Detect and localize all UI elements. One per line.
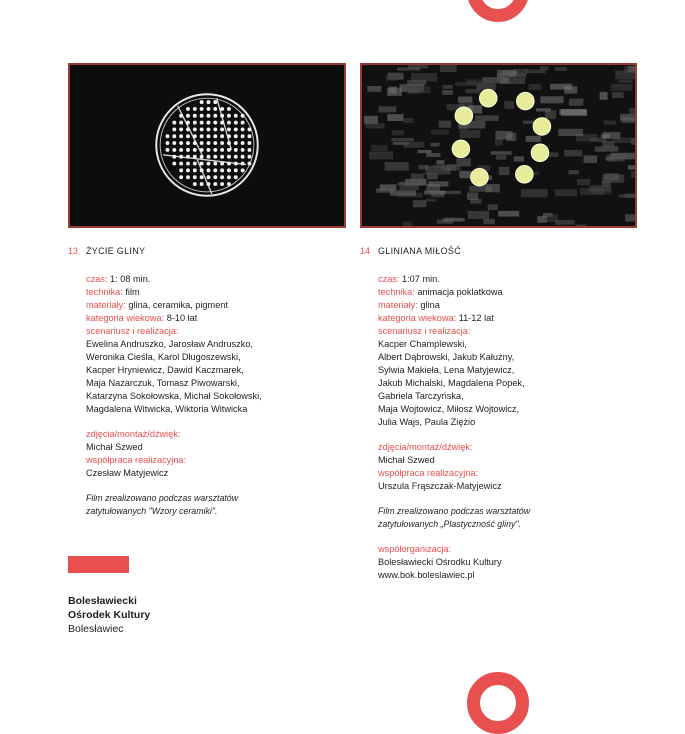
clay-ball (479, 89, 497, 107)
plate-dot (220, 134, 224, 138)
plate-dot (220, 175, 224, 179)
plate-dot (200, 182, 204, 186)
clay-ball (533, 118, 551, 136)
wspolpraca-label: współpraca realizacyjna: (378, 468, 479, 478)
texture-mark (469, 186, 492, 192)
credits-line: Maja Nazarczuk, Tomasz Piwowarski, (86, 378, 240, 388)
texture-mark (460, 130, 481, 138)
technika-value: film (125, 287, 140, 297)
technika-value: animacja poklatkowa (417, 287, 503, 297)
credits-line: Jakub Michalski, Magdalena Popek, (378, 378, 525, 388)
texture-mark (430, 143, 439, 147)
texture-mark (495, 139, 503, 146)
texture-mark (514, 156, 524, 161)
texture-mark (595, 146, 618, 151)
plate-dot (200, 100, 204, 104)
materialy-value: glina, ceramika, pigment (128, 300, 228, 310)
texture-mark (468, 211, 489, 219)
texture-mark (611, 84, 633, 91)
plate-dot (234, 148, 238, 152)
plate-dot (220, 127, 224, 131)
scenariusz-label: scenariusz i realizacja: (378, 326, 471, 336)
plate-dot (186, 134, 190, 138)
plate-dot (234, 162, 238, 166)
texture-mark (404, 142, 425, 148)
texture-mark (391, 138, 414, 141)
film-title: ŻYCIE GLINY (86, 246, 146, 256)
plate-dot (193, 182, 197, 186)
texture-mark (392, 130, 404, 135)
texture-mark (367, 86, 381, 92)
texture-mark (389, 87, 397, 94)
plate-dot (166, 141, 170, 145)
plate-dot (241, 168, 245, 172)
texture-mark (437, 160, 445, 164)
texture-mark (397, 67, 420, 70)
texture-mark (496, 155, 506, 159)
plate-dot (193, 148, 197, 152)
plate-dot (227, 155, 231, 159)
plate-dot (241, 141, 245, 145)
texture-mark (442, 165, 460, 171)
plate-dot (220, 162, 224, 166)
plate-dot (247, 148, 251, 152)
film-14-still-image (360, 63, 637, 228)
plate-dot (179, 168, 183, 172)
clay-ball (452, 140, 470, 158)
texture-mark (425, 199, 436, 202)
plate-dot (179, 175, 183, 179)
texture-mark (603, 120, 616, 124)
plate-dot (241, 148, 245, 152)
plate-dot (207, 121, 211, 125)
plate-dot (193, 168, 197, 172)
decorative-ring-bottom (467, 672, 529, 734)
plate-dot (193, 155, 197, 159)
plate-dot (234, 121, 238, 125)
texture-mark (442, 90, 453, 95)
texture-mark (564, 150, 582, 156)
texture-mark (390, 190, 416, 195)
texture-mark (631, 171, 635, 178)
plate-dot (213, 141, 217, 145)
texture-mark (624, 194, 635, 198)
plate-dot (227, 182, 231, 186)
plate-dot (186, 127, 190, 131)
plate-dot (207, 155, 211, 159)
plate-dot (200, 168, 204, 172)
plate-dot (234, 127, 238, 131)
plate-dot (207, 148, 211, 152)
org-city: Bolesławiec (68, 623, 124, 635)
plate-dot (227, 114, 231, 118)
texture-mark (577, 179, 590, 185)
texture-mark (601, 134, 610, 138)
film-title: GLINIANA MIŁOŚĆ (378, 246, 462, 256)
credits-line: Maja Wojtowicz, Miłosz Wojtowicz, (378, 404, 520, 414)
plate-dot (172, 162, 176, 166)
plate-dot (241, 155, 245, 159)
texture-mark (612, 92, 623, 98)
texture-mark (624, 66, 635, 72)
plate-dot (227, 141, 231, 145)
clay-heart-illustration (362, 65, 635, 226)
plate-dot (179, 155, 183, 159)
kategoria-value: 8-10 lat (166, 313, 198, 323)
plate-dot (213, 127, 217, 131)
texture-mark (439, 121, 451, 128)
texture-mark (387, 114, 403, 121)
texture-mark (482, 77, 509, 83)
note-line: zatytułowanych „Plastyczność gliny". (378, 519, 521, 529)
plate-dot (220, 141, 224, 145)
texture-mark (546, 215, 557, 222)
note-line: zatytułowanych "Wzory ceramiki". (86, 506, 218, 516)
texture-mark (483, 219, 494, 224)
kategoria-label: kategoria wiekowa: (378, 313, 457, 323)
texture-mark (569, 99, 584, 106)
plate-dot (200, 127, 204, 131)
plate-dot (241, 114, 245, 118)
decorative-ring-top (467, 0, 529, 22)
texture-mark (488, 204, 498, 210)
plate-dot (179, 127, 183, 131)
plate-dot (193, 162, 197, 166)
plate-dot (200, 134, 204, 138)
credits-line: Magdalena Witwicka, Wiktoria Witwicka (86, 404, 248, 414)
kategoria-label: kategoria wiekowa: (86, 313, 165, 323)
texture-mark (424, 191, 445, 195)
texture-mark (537, 216, 547, 223)
plate-dot (186, 121, 190, 125)
wspolpraca-label: współpraca realizacyjna: (86, 455, 187, 465)
organization-block (68, 594, 150, 636)
texture-mark (607, 154, 625, 161)
texture-mark (584, 155, 598, 163)
texture-mark (540, 96, 563, 103)
zdjecia-value: Michał Szwed (86, 442, 143, 452)
plate-dot (241, 121, 245, 125)
texture-mark (498, 211, 519, 217)
texture-mark (555, 220, 575, 225)
texture-mark (555, 67, 568, 71)
plate-dot (193, 107, 197, 111)
clay-ball (516, 166, 534, 184)
plate-dot (227, 121, 231, 125)
plate-dot (179, 141, 183, 145)
texture-mark (602, 174, 624, 182)
texture-mark (618, 79, 633, 82)
plate-dot (234, 175, 238, 179)
org-name-line1: Bolesławiecki (68, 595, 137, 607)
texture-mark (526, 136, 541, 142)
plate-dot (207, 107, 211, 111)
plate-dot (220, 107, 224, 111)
plate-dot (172, 134, 176, 138)
plate-dot (193, 121, 197, 125)
plate-dot (172, 148, 176, 152)
plate-dot (200, 107, 204, 111)
plate-dot (207, 100, 211, 104)
plate-dot (213, 162, 217, 166)
texture-mark (526, 69, 546, 73)
plate-dot (220, 121, 224, 125)
plate-dot (186, 175, 190, 179)
plate-dot (213, 121, 217, 125)
film-number: 13 (68, 246, 79, 256)
texture-mark (385, 162, 409, 171)
plate-dot (193, 114, 197, 118)
plate-dot (200, 175, 204, 179)
texture-mark (431, 130, 449, 135)
czas-label: czas: (86, 274, 108, 284)
kategoria-value: 11-12 lat (458, 313, 494, 323)
texture-mark (458, 97, 472, 103)
plate-dot (200, 148, 204, 152)
plate-dot (207, 162, 211, 166)
plate-dot (186, 148, 190, 152)
credits-line: Kacper Champlewski, (378, 339, 467, 349)
texture-mark (426, 153, 440, 157)
czas-label: czas: (378, 274, 400, 284)
note-line: Film zrealizowano podczas warsztatów (378, 506, 531, 516)
credits-line: Kacper Hryniewicz, Dawid Kaczmarek, (86, 365, 244, 375)
plate-dot (227, 175, 231, 179)
plate-dot (207, 175, 211, 179)
plate-dot (213, 182, 217, 186)
film-14-info (360, 245, 640, 582)
texture-mark (403, 118, 413, 123)
accent-bar (68, 556, 129, 573)
texture-mark (428, 181, 448, 186)
wspolorganizacja-label: współorganizacja: (378, 544, 452, 554)
plate-dot (247, 127, 251, 131)
plate-dot (166, 148, 170, 152)
texture-mark (437, 220, 453, 224)
plate-dot (247, 155, 251, 159)
plate-dot (186, 168, 190, 172)
texture-mark (376, 188, 393, 192)
plate-dot (234, 168, 238, 172)
credits-line: Weronika Cieśla, Karol Długoszewski, (86, 352, 241, 362)
texture-mark (568, 170, 578, 174)
clay-ball (531, 144, 549, 162)
plate-dot (186, 162, 190, 166)
org-name-line2: Ośrodek Kultury (68, 609, 151, 621)
texture-mark (371, 145, 387, 151)
plate-dot (241, 134, 245, 138)
wspolpraca-value: Czesław Matyjewicz (86, 468, 169, 478)
plate-dot (227, 127, 231, 131)
texture-mark (580, 188, 603, 195)
plate-dot (186, 107, 190, 111)
plate-dot (207, 141, 211, 145)
plate-dot (213, 155, 217, 159)
plate-dot (234, 134, 238, 138)
plate-dot (227, 148, 231, 152)
plate-dot (241, 127, 245, 131)
plate-dot (207, 168, 211, 172)
wspolpraca-value: Urszula Frąszczak-Matyjewicz (378, 481, 502, 491)
plate-dot (234, 114, 238, 118)
plate-dot (179, 121, 183, 125)
plate-dot (193, 134, 197, 138)
plate-dot (213, 114, 217, 118)
film-number: 14 (360, 246, 371, 256)
texture-mark (417, 150, 431, 153)
clay-ball (471, 168, 489, 186)
plate-dot (213, 168, 217, 172)
plate-dot (213, 148, 217, 152)
texture-mark (628, 165, 635, 169)
texture-mark (576, 225, 586, 226)
texture-mark (495, 131, 512, 139)
technika-label: technika: (378, 287, 415, 297)
texture-mark (629, 108, 635, 116)
wspolorganizacja-url[interactable]: www.bok.boleslawiec.pl (378, 570, 475, 580)
credits-line: Katarzyna Sokołowska, Michał Sokołowski, (86, 391, 262, 401)
plate-dot (207, 134, 211, 138)
texture-mark (536, 108, 551, 111)
texture-mark (558, 129, 583, 136)
plate-dot (220, 148, 224, 152)
clay-ball (455, 107, 473, 125)
film-13-header (68, 245, 348, 259)
plate-dot (213, 100, 217, 104)
plate-dot (193, 127, 197, 131)
plate-dot (247, 134, 251, 138)
note-line: Film zrealizowano podczas warsztatów (86, 493, 239, 503)
plate-dot (200, 114, 204, 118)
plate-dot (220, 155, 224, 159)
plate-dot (193, 175, 197, 179)
film-14-header (360, 245, 640, 259)
texture-mark (600, 92, 608, 100)
plate-dot (247, 162, 251, 166)
texture-mark (521, 189, 548, 197)
texture-mark (467, 192, 478, 200)
texture-mark (386, 76, 397, 81)
plate-dot (172, 121, 176, 125)
texture-mark (433, 165, 444, 168)
plate-dot (227, 107, 231, 111)
texture-mark (407, 87, 431, 94)
plate-dot (179, 114, 183, 118)
texture-mark (625, 214, 635, 221)
plate-dot (200, 141, 204, 145)
materialy-label: materiały: (378, 300, 418, 310)
plate-dot (241, 162, 245, 166)
texture-mark (411, 174, 425, 182)
texture-mark (550, 84, 572, 90)
clay-plate-illustration (70, 65, 344, 226)
credits-line: Ewelina Andruszko, Jarosław Andruszko, (86, 339, 253, 349)
technika-label: technika: (86, 287, 123, 297)
plate-dot (172, 141, 176, 145)
texture-mark (497, 70, 516, 77)
texture-mark (365, 123, 384, 129)
plate-dot (227, 162, 231, 166)
zdjecia-value: Michał Szwed (378, 455, 435, 465)
texture-mark (443, 85, 453, 89)
plate-dot (200, 162, 204, 166)
plate-dot (166, 134, 170, 138)
texture-mark (455, 82, 476, 86)
film-13-still-image (68, 63, 346, 228)
texture-mark (403, 222, 412, 226)
plate-dot (200, 121, 204, 125)
plate-dot (213, 175, 217, 179)
texture-mark (413, 200, 427, 207)
plate-dot (220, 168, 224, 172)
plate-dot (234, 141, 238, 145)
plate-dot (220, 182, 224, 186)
czas-value: 1:07 min. (402, 274, 440, 284)
plate-dot (207, 182, 211, 186)
credits-line: Albert Dąbrowski, Jakub Kałużny, (378, 352, 515, 362)
plate-dot (200, 155, 204, 159)
plate-dot (207, 114, 211, 118)
plate-dot (179, 148, 183, 152)
texture-mark (555, 189, 577, 196)
materialy-label: materiały: (86, 300, 126, 310)
texture-mark (613, 137, 635, 143)
credits-line: Gabriela Tarczyńska, (378, 391, 464, 401)
texture-mark (418, 165, 428, 170)
plate-dot (227, 168, 231, 172)
plate-dot (186, 141, 190, 145)
texture-mark (369, 151, 393, 159)
clay-ball (517, 92, 535, 110)
plate-dot (207, 127, 211, 131)
wspolorganizacja-org: Bolesławiecki Ośrodku Kultury (378, 557, 502, 567)
plate-dot (193, 141, 197, 145)
texture-mark (491, 151, 512, 154)
scenariusz-label: scenariusz i realizacja: (86, 326, 179, 336)
texture-mark (379, 106, 396, 112)
plate-dot (179, 134, 183, 138)
plate-dot (213, 134, 217, 138)
texture-mark (400, 182, 419, 191)
texture-mark (529, 84, 542, 90)
texture-mark (504, 101, 514, 109)
plate-dot (172, 127, 176, 131)
credits-line: Julia Wajs, Paula Ziężio (378, 417, 476, 427)
texture-mark (499, 167, 510, 175)
film-13-info (68, 245, 348, 518)
texture-mark (364, 116, 378, 124)
texture-mark (440, 65, 457, 72)
plate-dot (220, 114, 224, 118)
plate-dot (179, 162, 183, 166)
czas-value: 1: 08 min. (110, 274, 151, 284)
materialy-value: glina (420, 300, 440, 310)
plate-dot (186, 114, 190, 118)
plate-dot (234, 155, 238, 159)
plate-dot (247, 141, 251, 145)
plate-dot (227, 134, 231, 138)
plate-dot (186, 155, 190, 159)
zdjecia-label: zdjęcia/montaż/dźwięk: (378, 442, 473, 452)
credits-line: Sylwia Makieła, Lena Matyjewicz, (378, 365, 515, 375)
zdjecia-label: zdjęcia/montaż/dźwięk: (86, 429, 181, 439)
plate-dot (213, 107, 217, 111)
texture-mark (559, 109, 586, 115)
plate-dot (172, 155, 176, 159)
texture-mark (475, 115, 499, 121)
